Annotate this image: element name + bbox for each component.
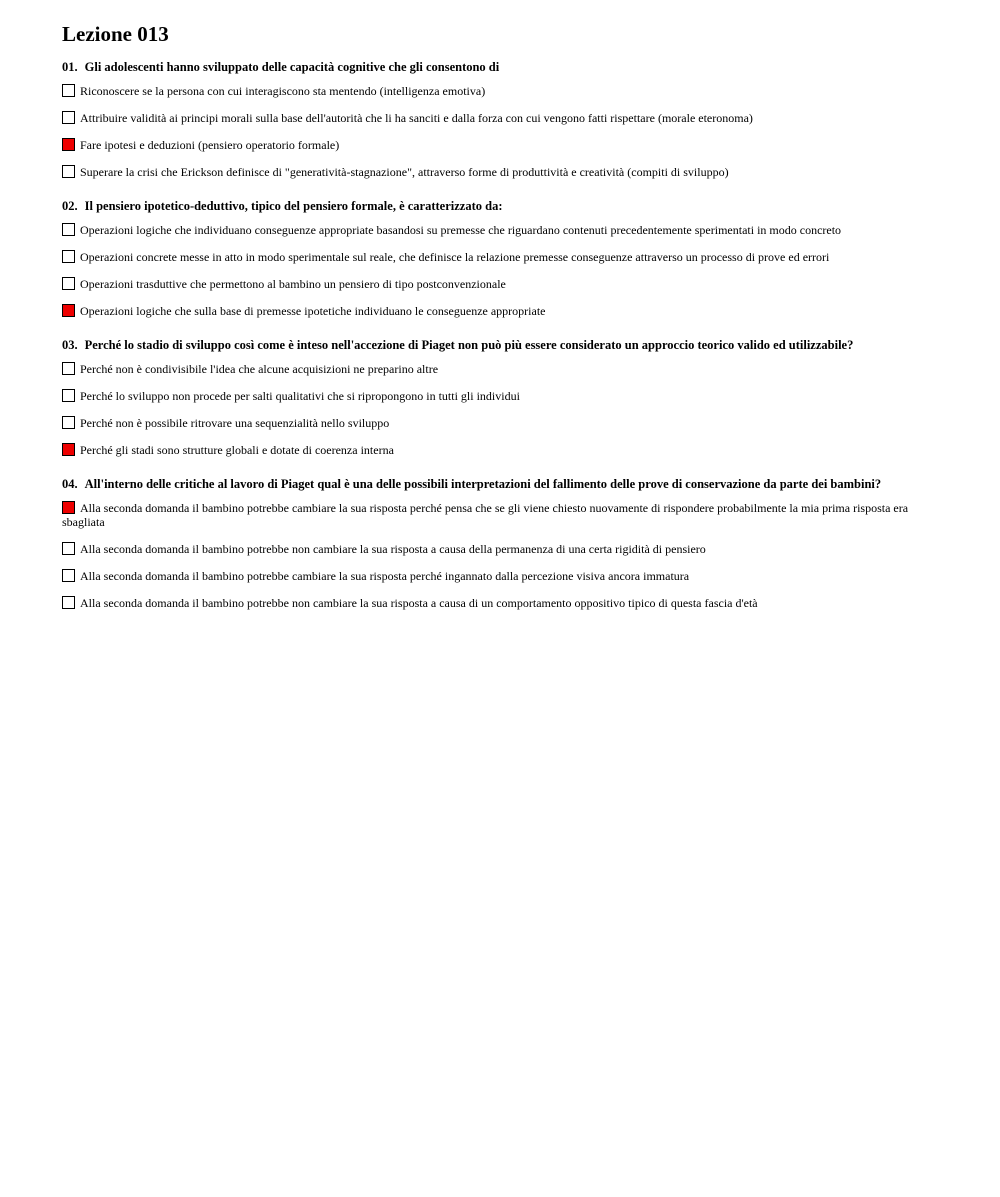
question-label: All'interno delle critiche al lavoro di Piaget qual è una delle possibili interpretazioni del fallimento delle prove di conservazione da parte dei bambini? <box>84 477 882 491</box>
answer-checkbox[interactable] <box>62 569 75 582</box>
answer-text: Alla seconda domanda il bambino potrebbe cambiare la sua risposta perché ingannato dalla percezione visiva ancora immatura <box>80 569 690 583</box>
answer-option <box>62 304 932 318</box>
question <box>62 59 932 179</box>
answer-option <box>62 443 932 457</box>
question-label: Gli adolescenti hanno sviluppato delle capacità cognitive che gli consentono di <box>84 60 500 74</box>
answer-text: Operazioni concrete messe in atto in modo sperimentale sul reale, che definisce la relazione premesse conseguenze attraverso un processo di prove ed errori <box>80 250 830 264</box>
answer-option <box>62 84 932 98</box>
answer-text: Riconoscere se la persona con cui interagiscono sta mentendo (intelligenza emotiva) <box>80 84 486 98</box>
answer-option <box>62 250 932 264</box>
answer-option <box>62 111 932 125</box>
answer-text: Operazioni logiche che individuano conseguenze appropriate basandosi su premesse che riguardano contenuti precedentemente sperimentati in modo concreto <box>80 223 842 237</box>
answer-checkbox[interactable] <box>62 84 75 97</box>
question-text <box>62 198 932 214</box>
question-number: 01. <box>62 60 78 74</box>
question-number: 03. <box>62 338 78 352</box>
answer-text: Perché gli stadi sono strutture globali e dotate di coerenza interna <box>80 443 394 457</box>
answer-checkbox[interactable] <box>62 542 75 555</box>
question-number: 04. <box>62 477 78 491</box>
answer-checkbox[interactable] <box>62 596 75 609</box>
answer-checkbox[interactable] <box>62 138 75 151</box>
answer-option <box>62 138 932 152</box>
question <box>62 198 932 318</box>
answer-text: Operazioni logiche che sulla base di premesse ipotetiche individuano le conseguenze appropriate <box>80 304 546 318</box>
answer-option <box>62 416 932 430</box>
answer-option <box>62 389 932 403</box>
answer-checkbox[interactable] <box>62 416 75 429</box>
answer-checkbox[interactable] <box>62 277 75 290</box>
question-text <box>62 337 932 353</box>
answer-text: Alla seconda domanda il bambino potrebbe non cambiare la sua risposta a causa di un comportamento oppositivo tipico di questa fascia d'età <box>80 596 758 610</box>
answer-checkbox[interactable] <box>62 501 75 514</box>
question-label: Perché lo stadio di sviluppo così come è inteso nell'accezione di Piaget non può più essere considerato un approccio teorico valido ed utilizzabile? <box>84 338 854 352</box>
answer-checkbox[interactable] <box>62 304 75 317</box>
answer-checkbox[interactable] <box>62 223 75 236</box>
answer-checkbox[interactable] <box>62 111 75 124</box>
answer-text: Operazioni trasduttive che permettono al bambino un pensiero di tipo postconvenzionale <box>80 277 506 291</box>
answer-checkbox[interactable] <box>62 250 75 263</box>
document-page <box>62 20 932 629</box>
answer-text: Alla seconda domanda il bambino potrebbe non cambiare la sua risposta a causa della permanenza di una certa rigidità di pensiero <box>80 542 706 556</box>
answer-text: Perché non è condivisibile l'idea che alcune acquisizioni ne preparino altre <box>80 362 439 376</box>
answer-option <box>62 542 932 556</box>
answer-checkbox[interactable] <box>62 362 75 375</box>
lesson-title: Lezione 013 <box>62 22 169 46</box>
answer-checkbox[interactable] <box>62 165 75 178</box>
question-text <box>62 476 932 492</box>
answer-option <box>62 223 932 237</box>
question <box>62 337 932 457</box>
question-label: Il pensiero ipotetico-deduttivo, tipico del pensiero formale, è caratterizzato da: <box>84 199 503 213</box>
answer-option <box>62 277 932 291</box>
question-number: 02. <box>62 199 78 213</box>
answer-text: Fare ipotesi e deduzioni (pensiero operatorio formale) <box>80 138 340 152</box>
answer-option <box>62 165 932 179</box>
answer-text: Perché lo sviluppo non procede per salti qualitativi che si ripropongono in tutti gli individui <box>80 389 520 403</box>
answer-text: Perché non è possibile ritrovare una sequenzialità nello sviluppo <box>80 416 390 430</box>
answer-checkbox[interactable] <box>62 443 75 456</box>
question-text <box>62 59 932 75</box>
answer-option <box>62 569 932 583</box>
answer-text: Alla seconda domanda il bambino potrebbe cambiare la sua risposta perché pensa che se gli viene chiesto nuovamente di rispondere probabilmente la mia prima risposta era sbagliata <box>62 501 909 529</box>
answer-option <box>62 596 932 610</box>
answer-option <box>62 501 932 529</box>
answer-checkbox[interactable] <box>62 389 75 402</box>
answer-option <box>62 362 932 376</box>
answer-text: Attribuire validità ai principi morali sulla base dell'autorità che li ha sanciti e dalla forza con cui vengono fatti rispettare (morale eteronoma) <box>80 111 753 125</box>
answer-text: Superare la crisi che Erickson definisce di "generatività-stagnazione", attraverso forme di produttività e creatività (compiti di sviluppo) <box>80 165 729 179</box>
question <box>62 476 932 610</box>
